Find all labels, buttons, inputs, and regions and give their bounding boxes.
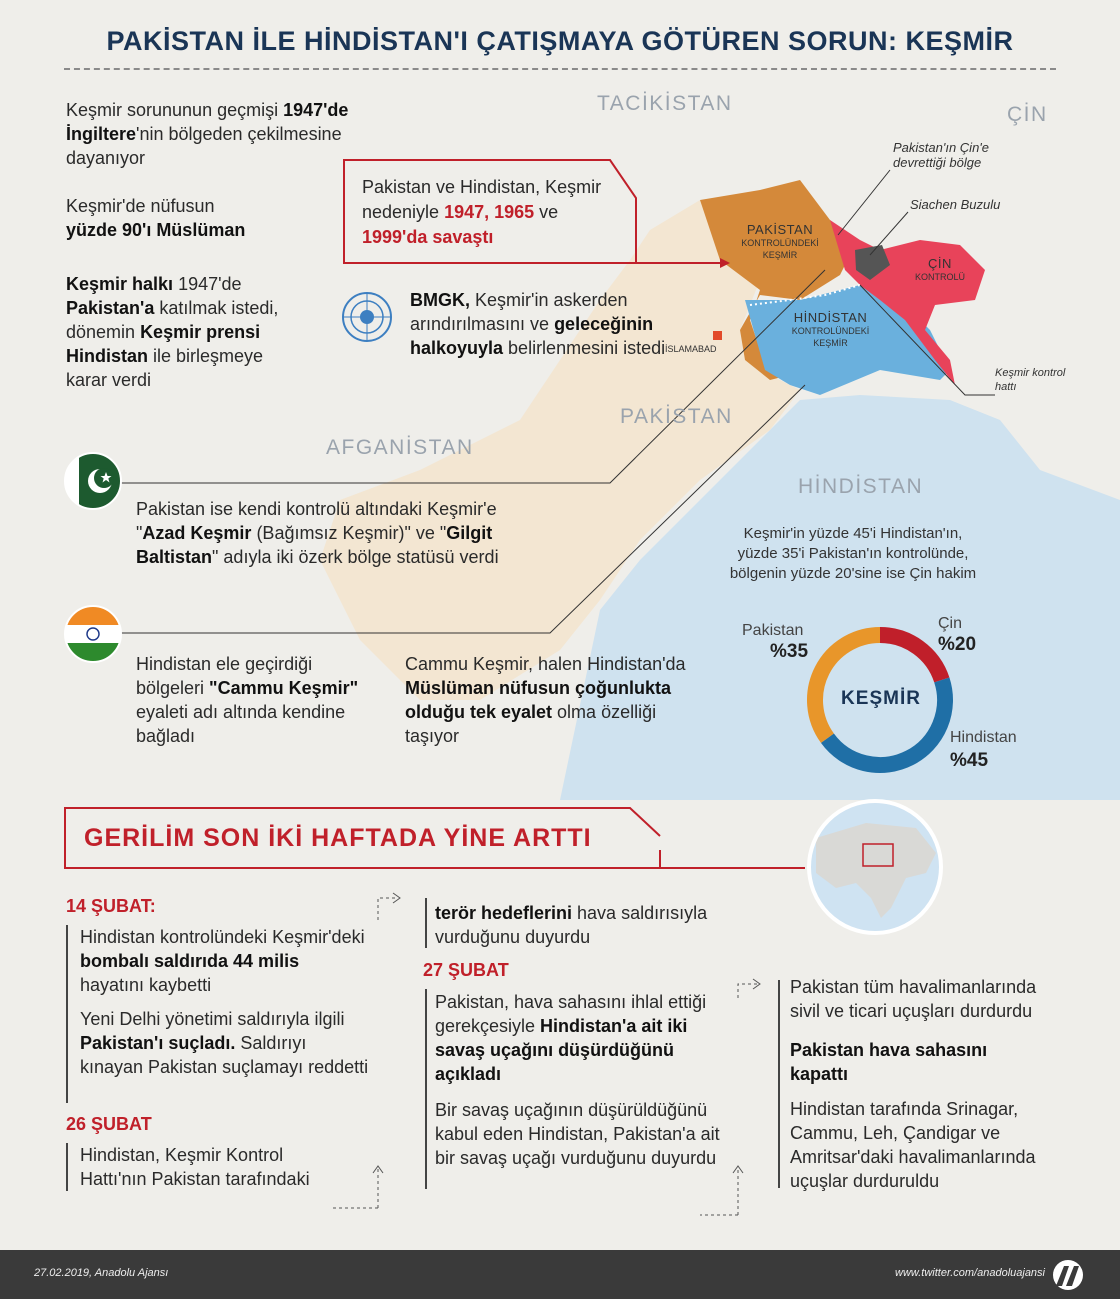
date-26-subat: 26 ŞUBAT bbox=[66, 1114, 152, 1134]
pak-status-text bbox=[136, 497, 506, 569]
legend-hindistan-value: %45 bbox=[950, 750, 989, 771]
intro-population-a: Keşmir'de nüfusun bbox=[66, 196, 215, 216]
pak-status-a: Pakistan ise kendi kontrolü altındaki Keşmir'e " bbox=[136, 499, 497, 543]
pak-status-c: (Bağımsız Keşmir)" ve " bbox=[251, 523, 447, 543]
event-26-p2 bbox=[435, 901, 725, 949]
footer-twitter-link[interactable]: www.twitter.com/anadoluajansi bbox=[895, 1267, 1045, 1279]
label-tacikistan: TACİKİSTAN bbox=[597, 92, 733, 115]
intro-people-e: Keşmir prensi Hindistan bbox=[66, 322, 261, 366]
intro-history bbox=[66, 98, 356, 170]
un-d: belirlenmesini istedi bbox=[503, 338, 666, 358]
intro-people bbox=[66, 272, 306, 392]
label-cin: ÇİN bbox=[1007, 103, 1048, 126]
wars-b: 1947, 1965 bbox=[444, 202, 535, 222]
ind-status-c: eyaleti adı altında kendine bağladı bbox=[136, 702, 346, 746]
cammu-c: olma özelliği taşıyor bbox=[405, 702, 657, 746]
intro-people-b: 1947'de bbox=[173, 274, 242, 294]
timeline-bar-1 bbox=[66, 925, 68, 1103]
ind-status-b: "Cammu Keşmir" bbox=[209, 678, 359, 698]
pak-status-b: Azad Keşmir bbox=[142, 523, 252, 543]
pak-status-e: " adıyla iki özerk bölge statüsü verdi bbox=[212, 547, 499, 567]
cammu-text bbox=[405, 652, 695, 748]
event-14-p2-b: Pakistan'ı suçladı. bbox=[80, 1033, 236, 1053]
legend-cin-name: Çin bbox=[938, 615, 963, 632]
event-26-p1: Hindistan, Keşmir Kontrol Hattı'nın Pakistan tarafındaki bbox=[80, 1145, 310, 1189]
wars-a: Pakistan ve Hindistan, Keşmir nedeniyle bbox=[362, 177, 602, 222]
pak-kashmir-label bbox=[735, 224, 825, 261]
un-text bbox=[410, 288, 680, 360]
intro-history-a: Keşmir sorununun geçmişi bbox=[66, 100, 284, 120]
islamabad-label: İSLAMABAD bbox=[665, 344, 717, 354]
timeline-bar-2 bbox=[66, 1143, 68, 1191]
pak-kashmir-title: PAKİSTAN bbox=[746, 222, 814, 237]
event-col3-p3: Hindistan tarafında Srinagar, Cammu, Leh, Çandigar ve Amritsar'daki havalimanlarında uçuşlar durduruldu bbox=[790, 1099, 1036, 1191]
callout-devir: Pakistan'ın Çin'e devrettiği bölge bbox=[893, 140, 990, 170]
intro-population-b: yüzde 90'ı Müslüman bbox=[66, 220, 246, 240]
date-14-subat: 14 ŞUBAT: bbox=[66, 896, 156, 916]
legend-pakistan-name: Pakistan bbox=[742, 622, 804, 639]
footer-date-source: 27.02.2019, Anadolu Ajansı bbox=[34, 1267, 169, 1279]
china-kashmir-label bbox=[905, 258, 975, 283]
legend-pakistan-value: %35 bbox=[770, 641, 809, 662]
event-14-p1-c: hayatını kaybetti bbox=[80, 975, 212, 995]
event-26-p2-a: terör hedeflerini bbox=[435, 903, 573, 923]
wars-text bbox=[362, 175, 627, 250]
event-col3-p2: Pakistan hava sahasını kapattı bbox=[790, 1040, 988, 1084]
pakistan-flag-icon bbox=[64, 452, 122, 510]
legend-cin-value: %20 bbox=[938, 634, 977, 655]
event-14-p1-a: Hindistan kontrolündeki Keşmir'deki bbox=[80, 927, 365, 947]
timeline-bar-4 bbox=[425, 989, 427, 1189]
page-title: PAKİSTAN İLE HİNDİSTAN'I ÇATIŞMAYA GÖTÜREN SORUN: KEŞMİR bbox=[106, 26, 1014, 56]
timeline-bar-3 bbox=[425, 898, 427, 948]
cammu-a: Cammu Keşmir, halen Hindistan'da bbox=[405, 654, 686, 674]
un-emblem-icon bbox=[340, 290, 394, 344]
donut-center-label: KEŞMİR bbox=[841, 688, 921, 709]
intro-history-b: 1947'de İngiltere bbox=[66, 100, 349, 144]
wars-c: ve bbox=[534, 202, 559, 222]
aa-logo-icon bbox=[1050, 1258, 1086, 1292]
islamabad-marker bbox=[713, 331, 722, 340]
un-b: Keşmir'in askerden arındırılmasını ve bbox=[410, 290, 628, 334]
event-14-p2-c: Saldırıyı kınayan Pakistan suçlamayı reddetti bbox=[80, 1033, 369, 1077]
event-14-p2-a: Yeni Delhi yönetimi saldırıyla ilgili bbox=[80, 1009, 345, 1029]
label-afganistan: AFGANİSTAN bbox=[326, 436, 474, 459]
china-kashmir-sub: KONTROLÜ bbox=[914, 272, 965, 282]
india-kashmir-sub: KONTROLÜNDEKİ KEŞMİR bbox=[791, 326, 870, 348]
india-kashmir-label bbox=[783, 312, 878, 349]
legend-hindistan-name: Hindistan bbox=[950, 729, 1017, 746]
connector-2 bbox=[690, 970, 790, 1220]
intro-people-f: ile birleşmeye karar verdi bbox=[66, 346, 264, 390]
ind-status-a: Hindistan ele geçirdiği bölgeleri bbox=[136, 654, 313, 698]
label-pakistan: PAKİSTAN bbox=[620, 405, 733, 428]
leader-devir bbox=[838, 170, 890, 235]
wars-d: 1999'da savaştı bbox=[362, 227, 494, 247]
donut-slice-çin bbox=[880, 635, 942, 680]
footer-bar bbox=[0, 1250, 1120, 1299]
callout-kontrol: Keşmir kontrol hattı bbox=[995, 367, 1066, 393]
event-26-p2-b: hava saldırısıyla vurduğunu duyurdu bbox=[435, 903, 708, 947]
intro-people-a: Keşmir halkı bbox=[66, 274, 174, 294]
callout-siachen: Siachen Buzulu bbox=[910, 197, 1001, 212]
connector-1 bbox=[320, 890, 440, 1220]
label-hindistan: HİNDİSTAN bbox=[798, 475, 924, 498]
intro-history-c: 'nin bölgeden çekilmesine dayanıyor bbox=[66, 124, 342, 168]
un-c: geleceğinin halkoyuyla bbox=[410, 314, 654, 358]
un-a: BMGK, bbox=[410, 290, 470, 310]
india-flag-icon bbox=[64, 605, 122, 663]
intro-people-c: Pakistan'a bbox=[66, 298, 155, 318]
event-27-p1 bbox=[435, 990, 725, 1086]
india-kashmir-title: HİNDİSTAN bbox=[793, 310, 868, 325]
event-14-p1-b: bombalı saldırıda 44 milis bbox=[80, 951, 300, 971]
china-kashmir-title: ÇİN bbox=[928, 256, 952, 271]
intro-people-d: katılmak istedi, dönemin bbox=[66, 298, 279, 342]
pak-status-d: Gilgit Baltistan bbox=[136, 523, 493, 567]
title-divider bbox=[64, 68, 1056, 70]
date-27-subat: 27 ŞUBAT bbox=[423, 960, 509, 980]
locator-globe-icon bbox=[806, 798, 944, 936]
section2-title: GERİLİM SON İKİ HAFTADA YİNE ARTTI bbox=[84, 824, 592, 852]
donut-slice-pakistan bbox=[815, 635, 880, 738]
intro-population bbox=[66, 194, 356, 242]
event-col3-p1: Pakistan tüm havalimanlarında sivil ve ticari uçuşları durdurdu bbox=[790, 977, 1037, 1021]
pak-kashmir-sub: KONTROLÜNDEKİ KEŞMİR bbox=[741, 238, 819, 260]
event-27-p1-b: Hindistan'a ait iki savaş uçağını düşürdüğünü açıkladı bbox=[435, 1016, 688, 1084]
event-27-p1-a: Pakistan, hava sahasını ihlal ettiği gerekçesiyle bbox=[435, 992, 707, 1036]
event-27-p2: Bir savaş uçağının düşürüldüğünü kabul eden Hindistan, Pakistan'a ait bir savaş uçağı vurduğunu duyurdu bbox=[435, 1100, 720, 1168]
timeline-bar-5 bbox=[778, 980, 780, 1188]
share-text: Keşmir'in yüzde 45'i Hindistan'ın, yüzde 35'i Pakistan'ın kontrolünde, bölgenin yüzde 20'sine ise Çin hakim bbox=[729, 525, 977, 582]
cammu-b: Müslüman nüfusun çoğunlukta olduğu tek eyalet bbox=[405, 678, 671, 722]
ind-status-text bbox=[136, 652, 376, 748]
